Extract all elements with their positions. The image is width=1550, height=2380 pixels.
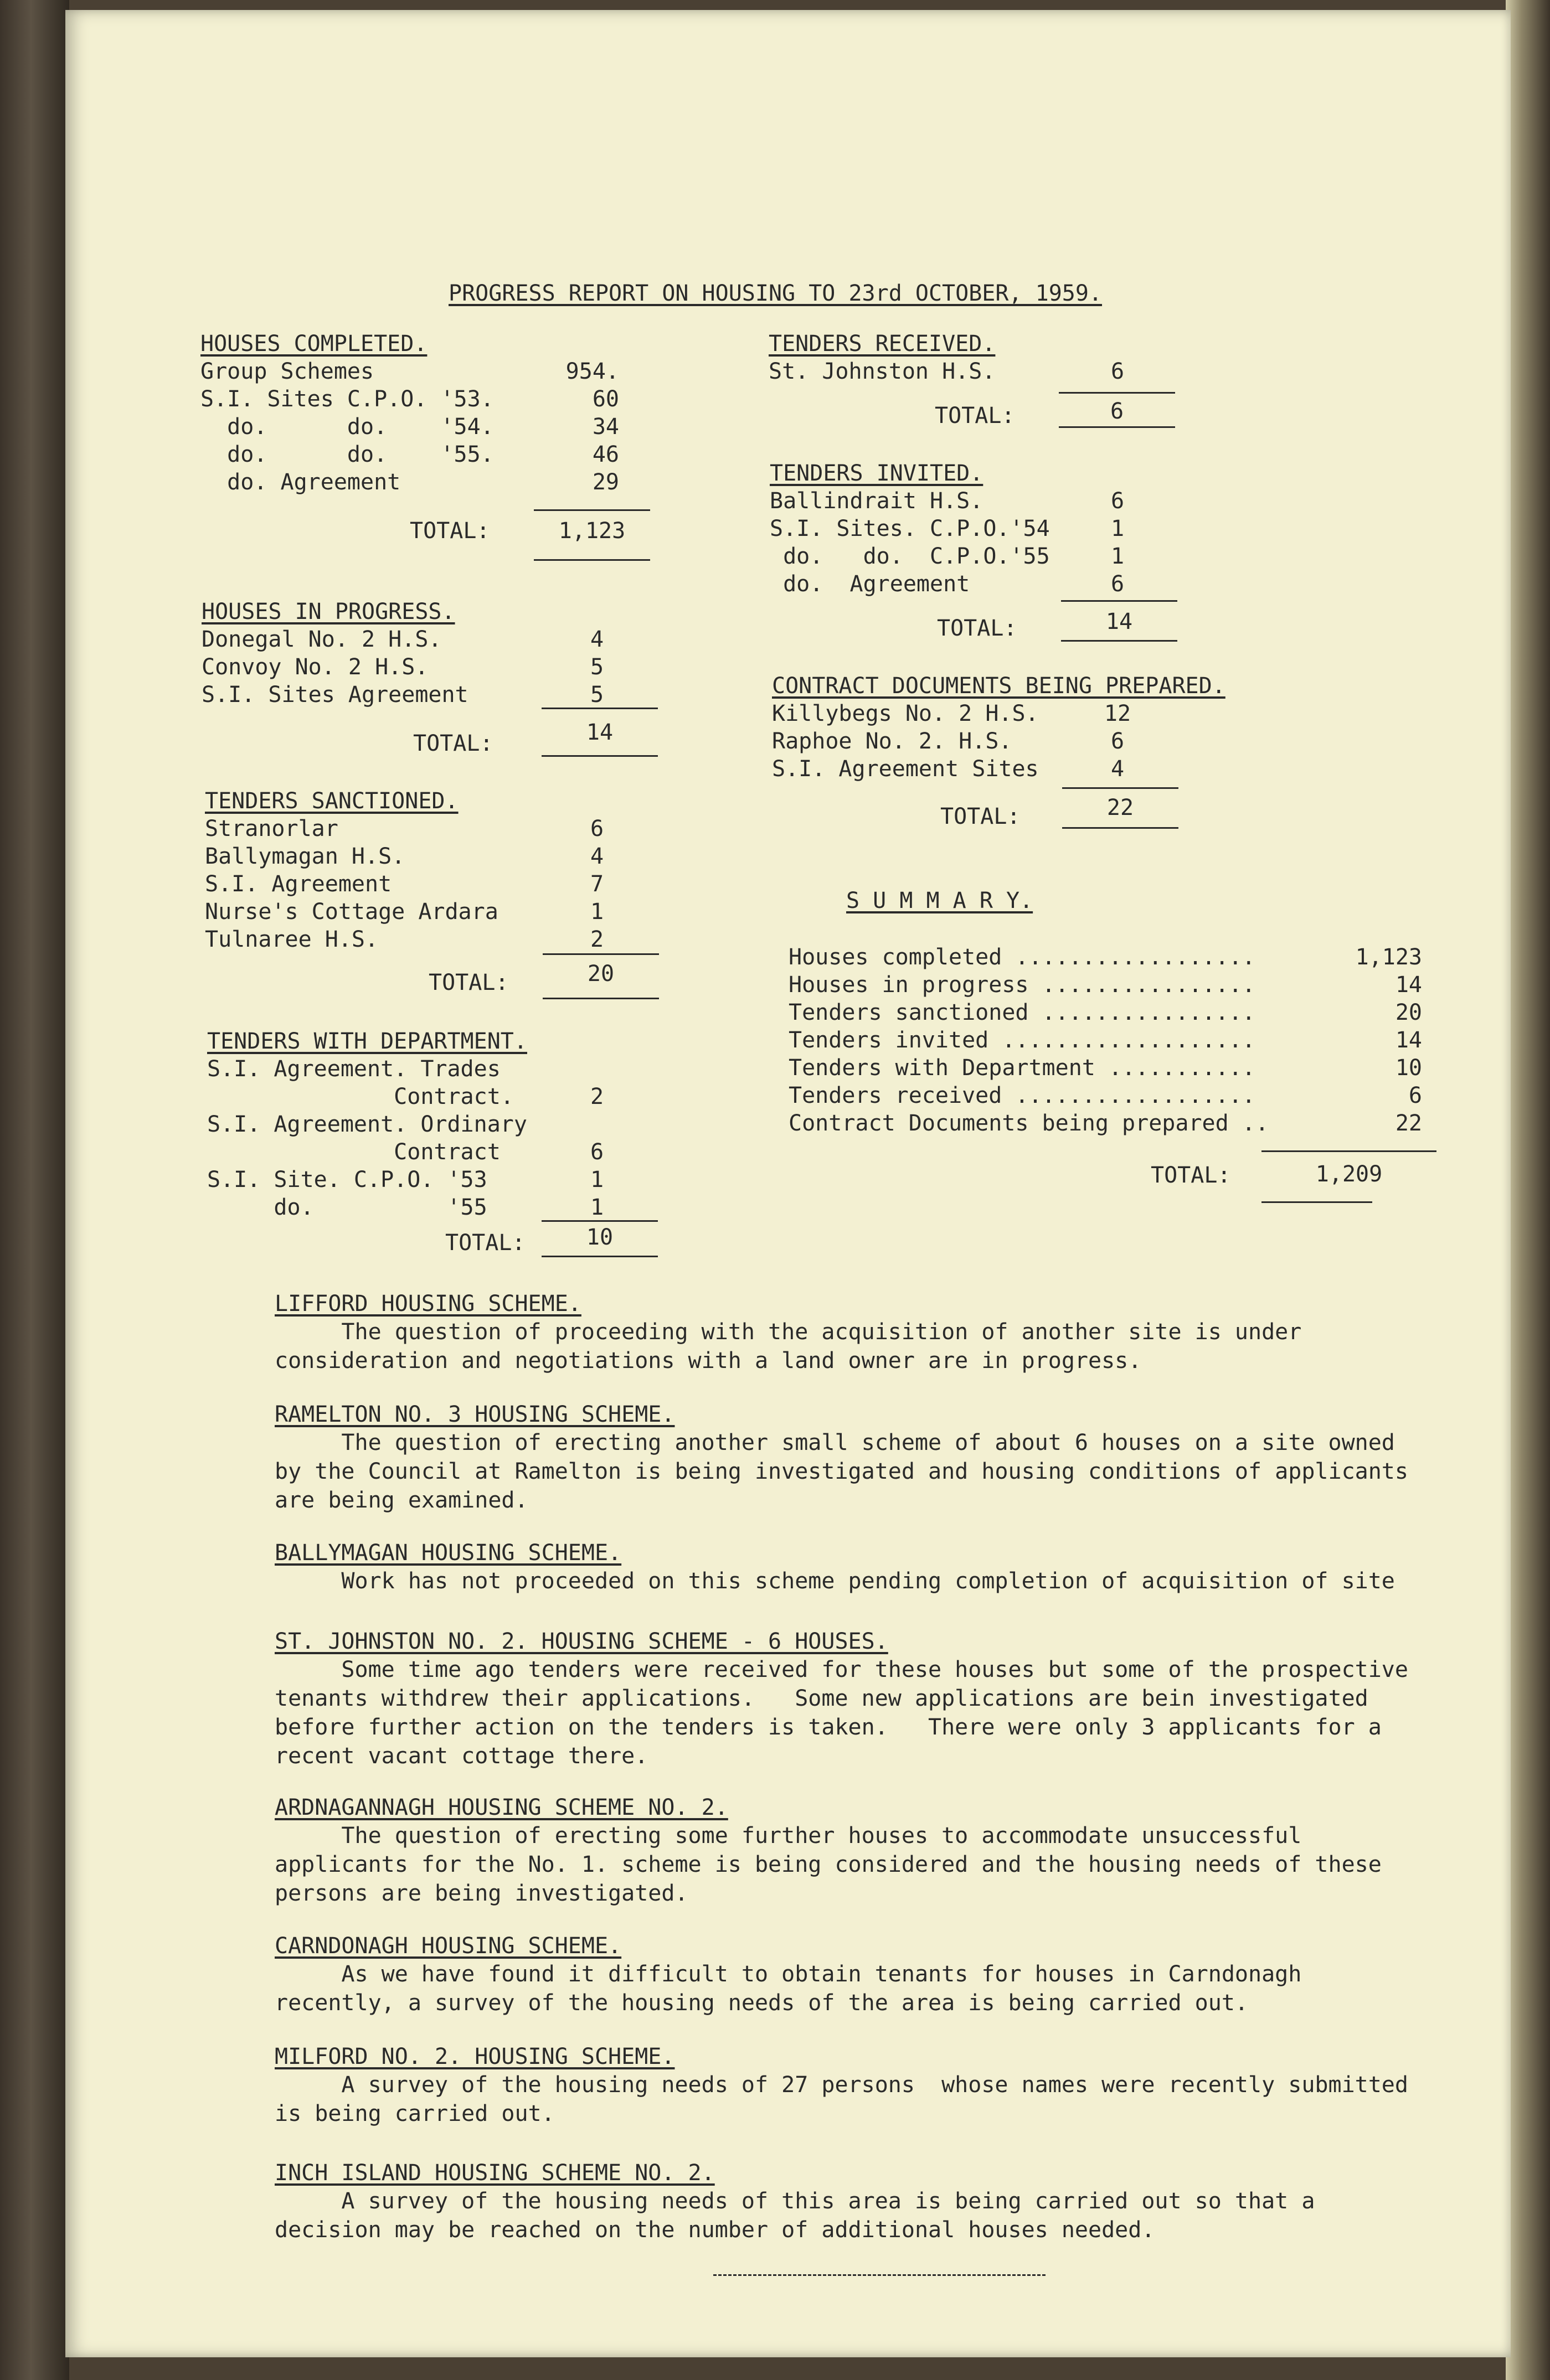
row-value: 60 [592, 386, 619, 412]
row-value: 1 [590, 1167, 604, 1192]
row-label: do. '55 [207, 1195, 487, 1220]
total-label: TOTAL: [445, 1230, 526, 1256]
scheme-heading: LIFFORD HOUSING SCHEME. [275, 1291, 581, 1317]
scheme-heading: MILFORD NO. 2. HOUSING SCHEME. [275, 2044, 675, 2069]
row-label: do. do. '55. [200, 442, 494, 467]
row-value: 1 [590, 1195, 604, 1220]
scheme-text: As we have found it difficult to obtain tenants for houses in Carndonagh recently, a survey of the housing needs of the area is being carried out. [275, 1961, 1302, 2016]
row-label: Contract. [207, 1084, 514, 1109]
scheme-text: Work has not proceeded on this scheme pending completion of acquisition of site [275, 1568, 1395, 1594]
row-value: 7 [590, 871, 604, 897]
total-rule [543, 953, 659, 955]
scheme-text: The question of proceeding with the acquisition of another site is under consideration and negotiations with a land owner are in progress. [275, 1319, 1302, 1374]
section-heading: CONTRACT DOCUMENTS BEING PREPARED. [772, 673, 1225, 699]
row-value: 12 [1104, 701, 1131, 726]
summary-row-value: 1,123 [1355, 944, 1422, 970]
scheme-text: The question of erecting another small scheme of about 6 houses on a site owned by the Council at Ramelton is being investigated and housing conditions of applicants are being examined. [275, 1430, 1408, 1513]
row-value: 6 [1110, 359, 1125, 384]
scheme-heading: RAMELTON NO. 3 HOUSING SCHEME. [275, 1402, 675, 1427]
summary-row-value: 6 [1408, 1083, 1422, 1108]
total-value: 14 [1105, 609, 1133, 634]
section-heading: TENDERS SANCTIONED. [205, 788, 459, 814]
row-label: Ballymagan H.S. [205, 844, 405, 869]
row-value: 29 [592, 469, 619, 495]
total-value: 22 [1106, 795, 1134, 820]
row-value: 4 [1110, 756, 1125, 782]
total-label: TOTAL: [410, 518, 490, 544]
total-rule [1062, 827, 1178, 829]
row-value: 4 [590, 844, 604, 869]
row-value: 6 [1110, 571, 1125, 597]
row-label: S.I. Sites. C.P.O.'54 [770, 516, 1050, 541]
row-label: do. do. '54. [200, 414, 494, 440]
row-value: 6 [1110, 729, 1125, 754]
row-label: S.I. Site. C.P.O. '53 [207, 1167, 487, 1192]
book-spine [0, 0, 69, 2380]
summary-row-label: Tenders invited ................... [789, 1028, 1255, 1053]
row-label: S.I. Agreement Sites [772, 756, 1039, 782]
total-label: TOTAL: [429, 970, 509, 995]
row-label: S.I. Sites C.P.O. '53. [200, 386, 494, 412]
summary-row-label: Contract Documents being prepared .. [789, 1111, 1269, 1136]
row-label: Tulnaree H.S. [205, 927, 379, 952]
summary-row-value: 22 [1395, 1111, 1422, 1136]
row-value: 34 [592, 414, 619, 440]
row-label: S.I. Agreement. Ordinary [207, 1112, 527, 1137]
row-value: 954. [565, 359, 619, 384]
summary-row-value: 14 [1395, 1028, 1422, 1053]
summary-row-label: Tenders with Department ........... [789, 1055, 1255, 1081]
row-value: 2 [590, 1084, 604, 1109]
scheme-heading: ST. JOHNSTON NO. 2. HOUSING SCHEME - 6 HOUSES. [275, 1629, 888, 1654]
section-heading: TENDERS RECEIVED. [769, 331, 996, 357]
summary-row-value: 10 [1395, 1055, 1422, 1081]
row-value: 1 [590, 899, 604, 925]
row-value: 2 [590, 927, 604, 952]
section-heading: TENDERS INVITED. [770, 461, 983, 486]
scheme-heading: BALLYMAGAN HOUSING SCHEME. [275, 1540, 622, 1566]
row-label: St. Johnston H.S. [769, 359, 996, 384]
row-label: Stranorlar [205, 816, 338, 841]
total-label: TOTAL: [1151, 1163, 1231, 1188]
scheme-text: A survey of the housing needs of this area is being carried out so that a decision may be reached on the number of additional houses needed. [275, 2188, 1315, 2243]
row-label: Contract [207, 1139, 501, 1165]
row-value: 6 [590, 1139, 604, 1165]
row-value: 6 [590, 816, 604, 841]
summary-row-label: Tenders sanctioned ................ [789, 1000, 1255, 1025]
summary-row-label: Houses in progress ................ [789, 972, 1255, 998]
section-heading: S U M M A R Y. [846, 888, 1033, 913]
total-rule [542, 708, 658, 709]
page-title: PROGRESS REPORT ON HOUSING TO 23rd OCTOBER, 1959. [449, 281, 1103, 306]
row-value: 1 [1110, 544, 1125, 569]
row-label: do. do. C.P.O.'55 [770, 544, 1050, 569]
row-label: Killybegs No. 2 H.S. [772, 701, 1039, 726]
row-label: Ballindrait H.S. [770, 488, 983, 514]
total-rule [542, 1256, 658, 1257]
total-rule [1062, 787, 1178, 789]
row-label: Donegal No. 2 H.S. [202, 627, 442, 652]
row-label: S.I. Agreement. Trades [207, 1056, 501, 1082]
total-rule [1261, 1150, 1436, 1152]
row-label: S.I. Agreement [205, 871, 392, 897]
total-value: 20 [587, 961, 615, 987]
section-heading: HOUSES IN PROGRESS. [202, 599, 455, 624]
section-heading: HOUSES COMPLETED. [200, 331, 428, 357]
total-rule [1261, 1201, 1372, 1203]
scheme-heading: ARDNAGANNAGH HOUSING SCHEME NO. 2. [275, 1795, 728, 1820]
summary-row-value: 14 [1395, 972, 1422, 998]
total-value: 1,209 [1315, 1161, 1383, 1187]
scheme-heading: INCH ISLAND HOUSING SCHEME NO. 2. [275, 2160, 715, 2186]
total-rule [1061, 640, 1177, 642]
total-rule [1059, 392, 1175, 394]
summary-row-value: 20 [1395, 1000, 1422, 1025]
page-edge [1506, 0, 1550, 2380]
total-value: 10 [586, 1225, 614, 1250]
total-rule [542, 755, 658, 757]
row-label: Convoy No. 2 H.S. [202, 654, 429, 680]
end-divider [713, 2274, 1046, 2276]
summary-row-label: Houses completed .................. [789, 944, 1255, 970]
row-value: 4 [590, 627, 604, 652]
total-value: 6 [1110, 399, 1124, 424]
summary-row-label: Tenders received .................. [789, 1083, 1255, 1108]
document-page [65, 10, 1511, 2357]
total-value: 14 [586, 720, 614, 745]
total-rule [534, 559, 650, 561]
total-rule [1061, 600, 1177, 602]
row-label: Nurse's Cottage Ardara [205, 899, 498, 925]
row-label: S.I. Sites Agreement [202, 682, 468, 708]
scheme-text: The question of erecting some further houses to accommodate unsuccessful applicants for the No. 1. scheme is being considered and the housing needs of these persons are being investigated. [275, 1823, 1382, 1906]
total-label: TOTAL: [413, 731, 493, 756]
row-label: do. Agreement [770, 571, 970, 597]
total-label: TOTAL: [937, 616, 1017, 641]
total-value: 1,123 [558, 518, 626, 544]
row-value: 5 [590, 682, 604, 708]
row-label: do. Agreement [200, 469, 401, 495]
row-value: 46 [592, 442, 619, 467]
total-label: TOTAL: [935, 403, 1015, 428]
scheme-text: Some time ago tenders were received for these houses but some of the prospective tenants withdrew their applications. Some new applications are bein investigated before further action on the tenders is taken. There were only 3 applicants for a recent vacant cottage there. [275, 1657, 1408, 1769]
total-rule [543, 998, 659, 999]
scheme-text: A survey of the housing needs of 27 persons whose names were recently submitted is being carried out. [275, 2072, 1408, 2126]
total-rule [542, 1220, 658, 1222]
row-value: 1 [1110, 516, 1125, 541]
row-value: 6 [1110, 488, 1125, 514]
total-rule [1059, 426, 1175, 428]
total-rule [534, 509, 650, 511]
row-label: Raphoe No. 2. H.S. [772, 729, 1012, 754]
total-label: TOTAL: [940, 804, 1021, 829]
scheme-heading: CARNDONAGH HOUSING SCHEME. [275, 1933, 622, 1959]
row-label: Group Schemes [200, 359, 374, 384]
row-value: 5 [590, 654, 604, 680]
section-heading: TENDERS WITH DEPARTMENT. [207, 1029, 527, 1054]
